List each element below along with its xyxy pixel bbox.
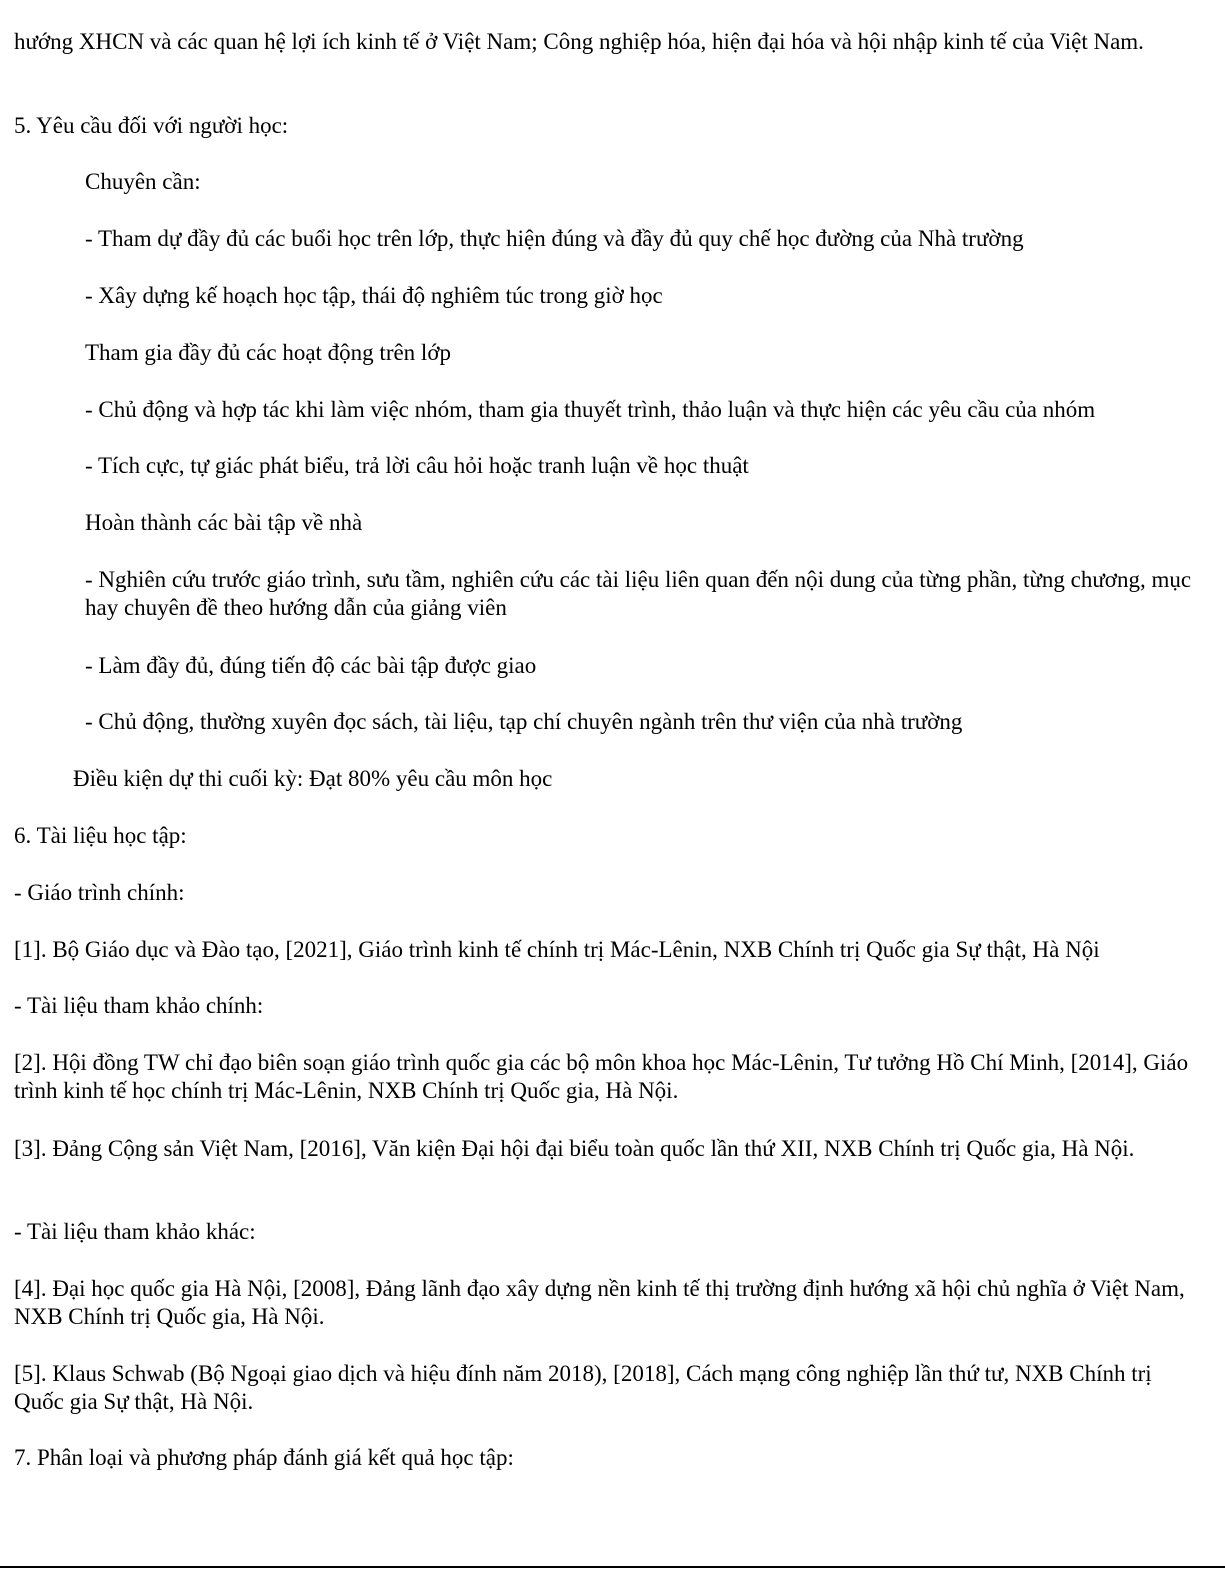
reference-item: [4]. Đại học quốc gia Hà Nội, [2008], Đảng lãnh đạo xây dựng nền kinh tế thị trường định hướng xã hội chủ nghĩa ở Việt Nam, NXB Chính trị Quốc gia, Hà Nội. bbox=[14, 1276, 1185, 1329]
exam-condition: Điều kiện dự thi cuối kỳ: Đạt 80% yêu cầu môn học bbox=[73, 766, 553, 791]
reference-item: [1]. Bộ Giáo dục và Đào tạo, [2021], Giáo trình kinh tế chính trị Mác-Lênin, NXB Chính trị Quốc gia Sự thật, Hà Nội bbox=[14, 937, 1100, 962]
list-item: - Nghiên cứu trước giáo trình, sưu tầm, nghiên cứu các tài liệu liên quan đến nội dung của từng phần, từng chương, mục hay chuyên đề theo hướng dẫn của giảng viên bbox=[85, 567, 1192, 620]
reference-item: [3]. Đảng Cộng sản Việt Nam, [2016], Văn kiện Đại hội đại biểu toàn quốc lần thứ XII, NXB Chính trị Quốc gia, Hà Nội. bbox=[14, 1136, 1135, 1161]
list-item: - Tham dự đầy đủ các buổi học trên lớp, thực hiện đúng và đầy đủ quy chế học đường của Nhà trường bbox=[85, 226, 1024, 251]
homework-title: Hoàn thành các bài tập về nhà bbox=[85, 510, 363, 535]
other-refs-label: - Tài liệu tham khảo khác: bbox=[14, 1219, 256, 1244]
main-textbook-label: - Giáo trình chính: bbox=[14, 880, 185, 905]
section-5-heading: 5. Yêu cầu đối với người học: bbox=[14, 113, 289, 138]
list-item: - Xây dựng kế hoạch học tập, thái độ nghiêm túc trong giờ học bbox=[85, 283, 663, 308]
section-7-heading: 7. Phân loại và phương pháp đánh giá kết quả học tập: bbox=[14, 1445, 514, 1470]
list-item: - Tích cực, tự giác phát biểu, trả lời câu hỏi hoặc tranh luận về học thuật bbox=[85, 453, 749, 478]
reference-item: [2]. Hội đồng TW chỉ đạo biên soạn giáo trình quốc gia các bộ môn khoa học Mác-Lênin, Tư tưởng Hồ Chí Minh, [2014], Giáo trình kinh tế học chính trị Mác-Lênin, NXB Chính trị Quốc gia, Hà Nội. bbox=[14, 1050, 1189, 1103]
page-bottom-divider bbox=[0, 1566, 1225, 1568]
participation-title: Tham gia đầy đủ các hoạt động trên lớp bbox=[85, 340, 451, 365]
reference-item: [5]. Klaus Schwab (Bộ Ngoại giao dịch và hiệu đính năm 2018), [2018], Cách mạng công nghiệp lần thứ tư, NXB Chính trị Quốc gia Sự thật, Hà Nội. bbox=[14, 1361, 1152, 1414]
list-item: - Chủ động và hợp tác khi làm việc nhóm, tham gia thuyết trình, thảo luận và thực hiện các yêu cầu của nhóm bbox=[85, 397, 1096, 422]
list-item: - Làm đầy đủ, đúng tiến độ các bài tập được giao bbox=[85, 653, 537, 678]
list-item: - Chủ động, thường xuyên đọc sách, tài liệu, tạp chí chuyên ngành trên thư viện của nhà trường bbox=[85, 709, 963, 734]
section-6-heading: 6. Tài liệu học tập: bbox=[14, 823, 187, 848]
attendance-title: Chuyên cần: bbox=[85, 169, 201, 194]
intro-continuation: hướng XHCN và các quan hệ lợi ích kinh tế ở Việt Nam; Công nghiệp hóa, hiện đại hóa và hội nhập kinh tế của Việt Nam. bbox=[14, 29, 1144, 54]
main-refs-label: - Tài liệu tham khảo chính: bbox=[14, 993, 264, 1018]
